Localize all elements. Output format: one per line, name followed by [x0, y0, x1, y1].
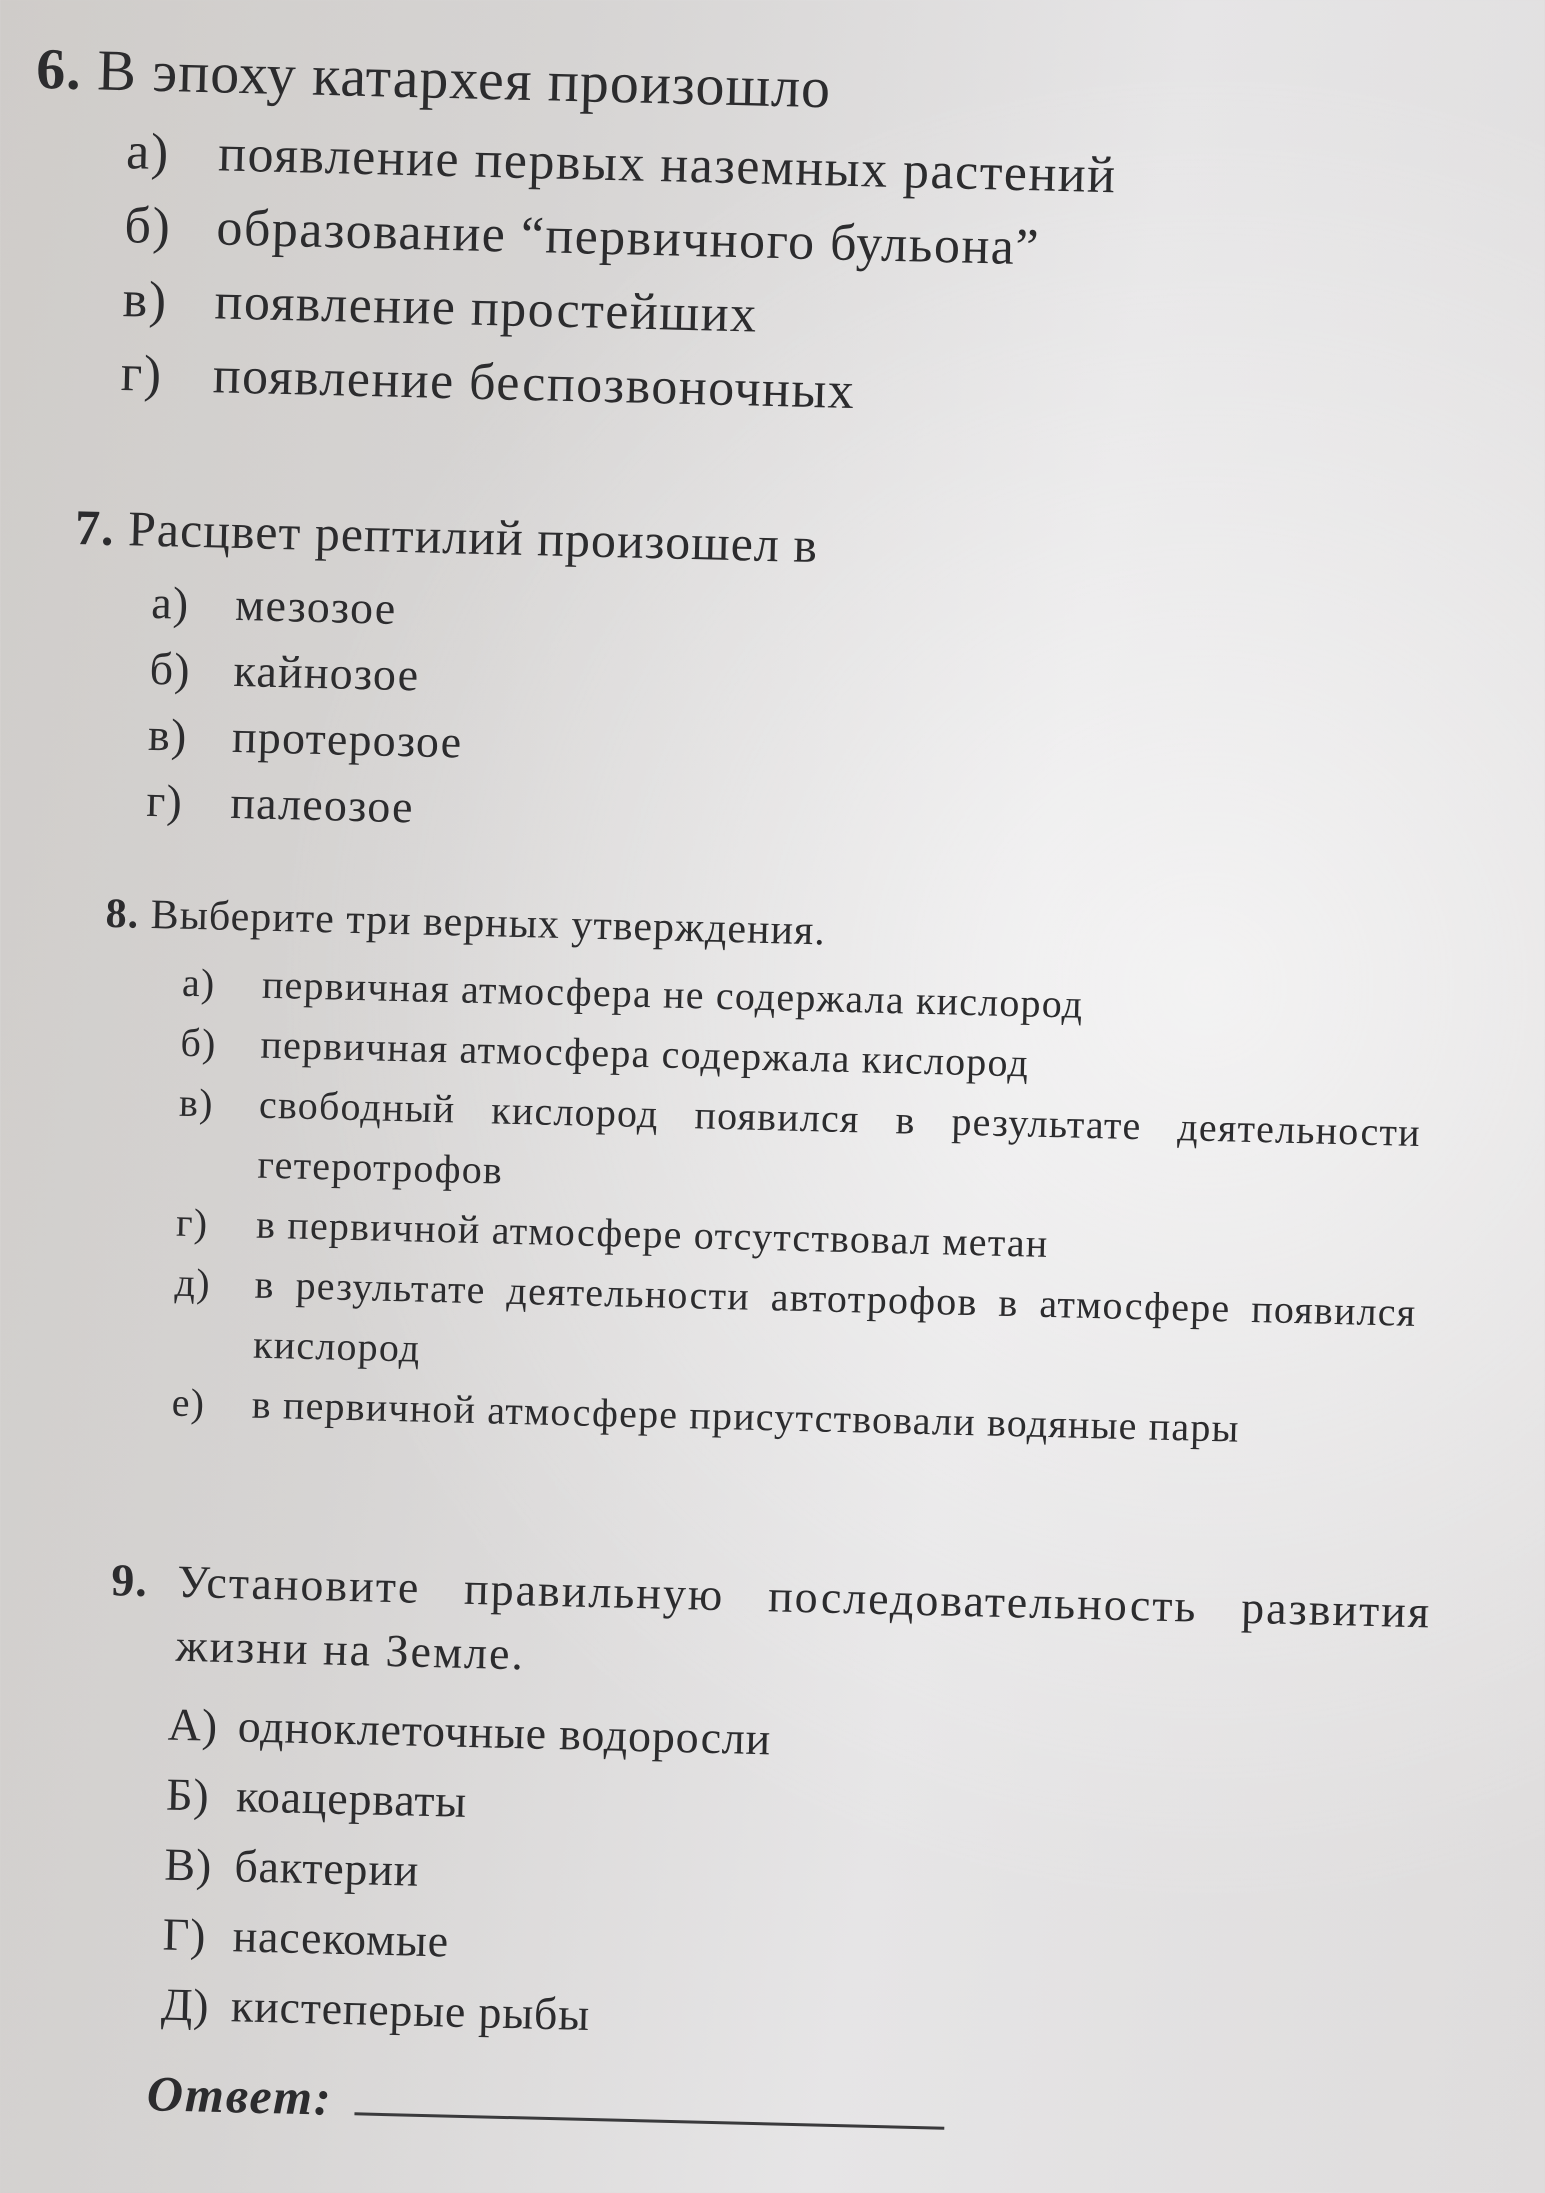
option-letter: Б) — [165, 1768, 211, 1821]
question-8 — [93, 883, 1426, 1463]
question-8-options — [171, 953, 1424, 1463]
option-text: кайнозое — [233, 644, 421, 701]
option-text: в результате деятельности автотрофов в атмосфере появился кислород — [252, 1261, 1417, 1371]
option-letter: а) — [181, 959, 217, 1006]
option-letter: а) — [125, 123, 171, 182]
option-letter: Д) — [160, 1978, 210, 2031]
option-text: в первичной атмосфере присутствовали водяные пары — [251, 1381, 1241, 1451]
option-text: образование “первичного бульона” — [215, 199, 1041, 277]
option-letter: в) — [122, 271, 169, 330]
question-7-title — [74, 492, 819, 580]
option-letter: Г) — [162, 1908, 207, 1961]
question-text: Установите правильную последовательность развития жизни на Земле. — [175, 1555, 1432, 1680]
question-9-title — [109, 1548, 1432, 1708]
option-letter: б) — [180, 1019, 218, 1066]
answer-blank-line[interactable] — [354, 2072, 945, 2129]
option-text: появление беспозвоночных — [212, 347, 856, 421]
option-text: в первичной атмосфере отсутствовал метан — [255, 1201, 1050, 1266]
option-text: протерозое — [231, 710, 464, 768]
question-9-options — [160, 1690, 1428, 2071]
option-letter: г) — [175, 1199, 209, 1246]
option-letter: г) — [145, 774, 184, 827]
option-text: бактерии — [233, 1840, 420, 1896]
answer-label: Ответ: — [146, 2065, 334, 2126]
option-text: кистеперые рыбы — [230, 1980, 591, 2041]
option-text: появление простейших — [213, 273, 759, 344]
question-text: Выберите три верных утверждения. — [150, 891, 827, 955]
question-text: В эпоху катархея произошло — [96, 37, 832, 121]
option-text: палеозое — [229, 776, 415, 833]
option-text: первичная атмосфера не содержала кислород — [261, 961, 1084, 1027]
option-letter: в) — [178, 1079, 215, 1126]
option-letter: е) — [171, 1379, 206, 1426]
option-letter: д) — [174, 1259, 212, 1306]
question-6 — [28, 31, 1119, 435]
option-text: свободный кислород появился в результате деятельности гетеротрофов — [257, 1081, 1422, 1193]
question-text: Расцвет рептилий произошел в — [127, 500, 819, 574]
question-6-options — [120, 115, 1117, 435]
option-text: насекомые — [232, 1910, 450, 1967]
option-letter: А) — [167, 1698, 219, 1751]
option-letter: б) — [149, 642, 192, 695]
option-letter: б) — [123, 197, 172, 256]
question-9 — [100, 1548, 1432, 2070]
question-number: 7. — [74, 499, 116, 556]
option-letter: а) — [150, 576, 191, 629]
question-number: 8. — [105, 890, 140, 938]
question-7 — [68, 492, 819, 850]
option-letter: В) — [163, 1838, 213, 1891]
option-text: появление первых наземных растений — [217, 125, 1118, 205]
option-letter: г) — [120, 345, 164, 404]
question-number: 9. — [110, 1554, 149, 1607]
option-text: первичная атмосфера содержала кислород — [260, 1021, 1030, 1086]
option-text: одноклеточные водоросли — [237, 1700, 772, 1765]
answer-row — [146, 2064, 945, 2141]
option-text: коацерваты — [235, 1770, 468, 1827]
option-letter: в) — [147, 708, 189, 761]
option-text: мезозое — [234, 578, 398, 634]
question-7-options — [146, 570, 817, 850]
question-number: 6. — [35, 35, 83, 103]
